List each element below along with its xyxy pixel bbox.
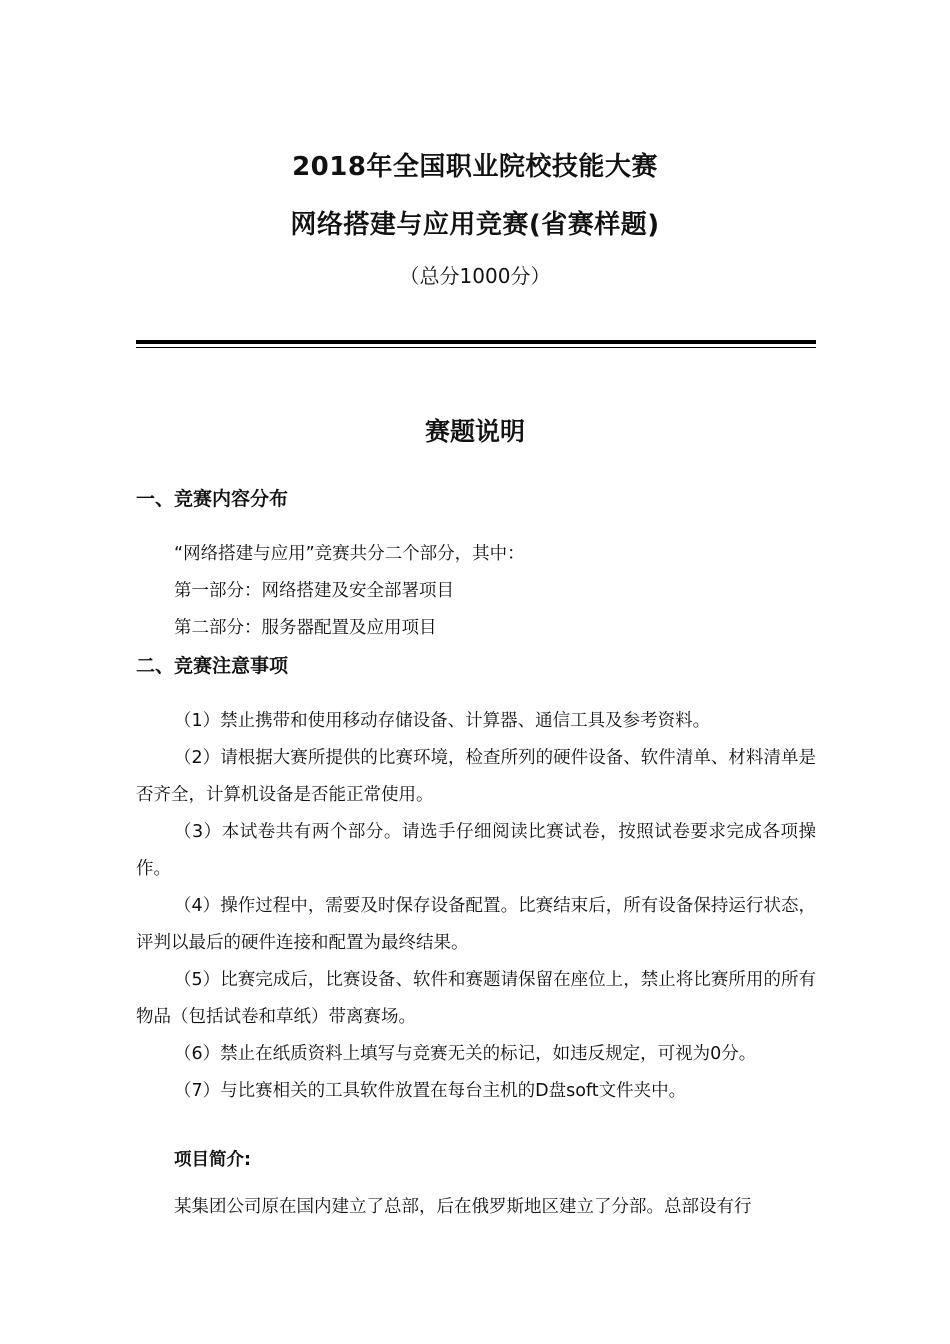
document-title-line1: 2018年全国职业院校技能大赛 — [292, 152, 658, 182]
document-title-line2: 网络搭建与应用竞赛(省赛样题) — [290, 210, 660, 240]
part2-heading: 二、竞赛注意事项 — [136, 655, 289, 677]
note-4: （4）操作过程中，需要及时保存设备配置。比赛结束后，所有设备保持运行状态，评判以最后的硬件连接和配置为最终结果。 — [136, 896, 816, 953]
total-score: （总分1000分） — [399, 264, 551, 288]
note-2: （2）请根据大赛所提供的比赛环境，检查所列的硬件设备、软件清单、材料清单是否齐全，计算机设备是否能正常使用。 — [136, 748, 816, 805]
part1-heading: 一、竞赛内容分布 — [136, 488, 289, 510]
note-1: （1）禁止携带和使用移动存储设备、计算器、通信工具及参考资料。 — [174, 711, 711, 731]
project-heading: 项目简介: — [174, 1150, 251, 1170]
note-3: （3）本试卷共有两个部分。请选手仔细阅读比赛试卷，按照试卷要求完成各项操作。 — [136, 822, 816, 879]
note-5: （5）比赛完成后，比赛设备、软件和赛题请保留在座位上，禁止将比赛所用的所有物品（包括试卷和草纸）带离赛场。 — [136, 970, 816, 1027]
note-6: （6）禁止在纸质资料上填写与竞赛无关的标记，如违反规定，可视为0分。 — [174, 1044, 757, 1064]
title-divider-thin — [136, 347, 816, 349]
part1-item2: 第二部分：服务器配置及应用项目 — [174, 618, 437, 638]
part1-item1: 第一部分：网络搭建及安全部署项目 — [174, 581, 454, 601]
project-intro-line: 某集团公司原在国内建立了总部，后在俄罗斯地区建立了分部。总部设有行 — [174, 1197, 752, 1217]
part1-intro: “网络搭建与应用”竞赛共分二个部分，其中： — [174, 544, 525, 564]
section-title: 赛题说明 — [424, 417, 525, 446]
title-divider-thick — [136, 340, 816, 344]
note-7: （7）与比赛相关的工具软件放置在每台主机的D盘soft文件夹中。 — [174, 1081, 687, 1101]
notes-list — [136, 703, 816, 1110]
